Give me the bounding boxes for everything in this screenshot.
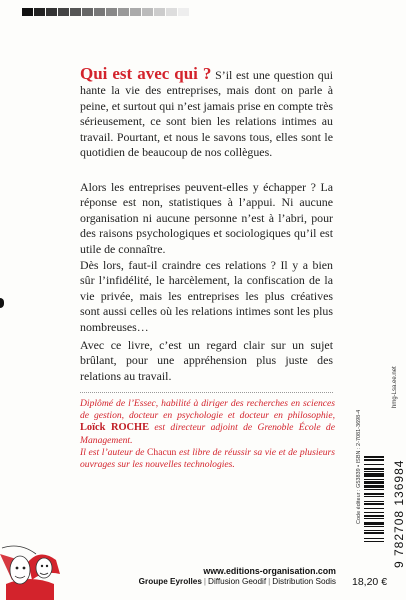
barcode-bar [364,526,384,527]
body-paragraph-2 [80,258,333,335]
barcode-bar [364,493,384,495]
barcode-bar [364,496,384,497]
barcode-bar [364,508,384,509]
barcode-bar [364,503,384,505]
barcode-bar [364,459,384,460]
author-name: Loïck ROCHE [80,422,150,434]
barcode-bar [364,541,384,542]
color-swatch [22,8,33,16]
book-title: Chacun [147,446,177,458]
distributor-1: Diffusion Geodif [208,577,267,586]
isbn-code: Code éditeur : G53839 • ISBN : 2-7081-3698-4 [356,409,362,524]
body-paragraph-1 [80,180,333,257]
color-swatch [118,8,129,16]
illustration-icon [0,520,80,600]
color-swatch [154,8,165,16]
separator [80,392,333,393]
body-paragraph-3 [80,338,333,384]
barcode-bar [364,481,384,483]
paragraph-text: Dès lors, faut-il craindre ces relations ? Il y a bien sûr l’infidélité, le harcèlement, la confiscation de la vie privée, mais les entreprises les plus créatives sont aussi celles où les relations intimes sont les plus nombreuses… [80,258,333,334]
barcode-bar [364,518,384,519]
barcode-bar [364,515,384,517]
publisher-name: Groupe Eyrolles [138,577,202,586]
bio-text: et de plusieurs ouvrages sur les nouvelles technologies. [80,446,336,471]
barcode-bar [364,522,384,525]
paragraph-text: Avec ce livre, c’est un regard clair sur un sujet brûlant, pour une appréhension plus juste des relations au travail. [80,338,333,383]
barcode-bar [364,538,384,539]
barcode-bar [364,473,384,476]
barcode-bar [364,532,384,534]
bio-text: Il est l’auteur de [80,446,148,458]
color-swatch [70,8,81,16]
color-swatch [58,8,69,16]
lead-question: Qui est avec qui ? [80,64,212,83]
color-calibration-strip [22,8,190,16]
color-swatch [46,8,57,16]
color-swatch [178,8,189,16]
barcode-digits: 9 782708 136984 [392,459,406,568]
side-site: hmg-Lsa.ee.net [392,366,398,408]
barcode-bar [364,530,384,531]
publisher-line: Groupe Eyrolles | Diffusion Geodif | Distribution Sodis [138,577,336,586]
publisher-url[interactable]: www.editions-organisation.com [203,566,336,576]
book-title-rest: est libre de réussir sa vie [176,446,276,458]
color-swatch [130,8,141,16]
author-bio [80,398,335,471]
color-swatch [106,8,117,16]
color-swatch [82,8,93,16]
distributor-2: Distribution Sodis [272,577,336,586]
barcode-bar [364,464,384,465]
barcode-bar [364,485,384,488]
color-swatch [142,8,153,16]
color-swatch [34,8,45,16]
color-swatch [94,8,105,16]
price: 18,20 € [352,576,388,588]
barcode-bar [364,512,384,513]
bio-text: est directeur adjoint de Grenoble École de Management. [80,422,335,446]
barcode-bar [364,479,384,480]
barcode-bar [364,501,384,502]
crop-mark-icon [0,298,4,308]
barcode-bar [364,471,384,472]
barcode-bar [364,468,384,470]
intro-text: S’il est une question qui hante la vie des entreprises, mais dont on parle à peine, et surtout qui n’est jamais prise en compte très sérieusement, ce sont bien les relations intimes au travail. Pourtant, et nous le savons tous, elles sont le quotidien de beaucoup de nos collègues. [80,68,333,160]
intro-paragraph [80,66,333,160]
paragraph-text: Alors les entreprises peuvent-elles y échapper ? La réponse est non, statistiques à l’appui. Ni aucune organisation ni aucune personne n’est à l’abri, pour des raisons psychologiques et sociologiques qu’il est utile de connaître. [80,180,333,256]
barcode-icon [364,456,384,568]
barcode-bar [364,489,384,490]
barcode-bar [364,456,384,458]
color-swatch [166,8,177,16]
bio-text: Diplômé de l’Essec, habilité à diriger des recherches en sciences de gestion, docteur en psychologie et docteur en philosophie, [80,398,335,422]
